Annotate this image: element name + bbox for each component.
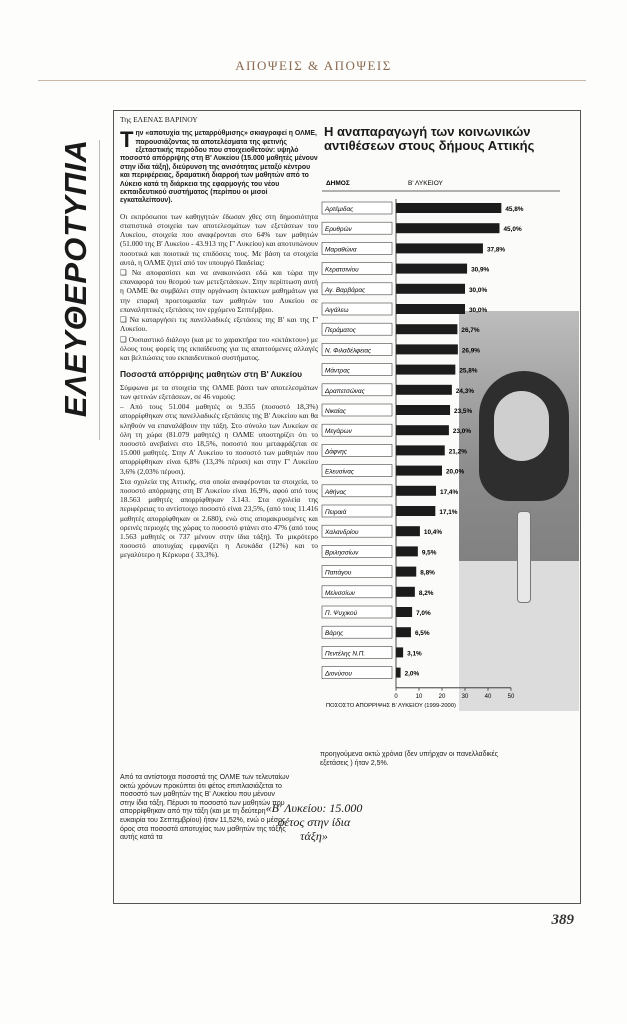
chart-data-label: 45,8% [505,206,524,213]
chart-bar [396,203,501,213]
chart-data-label: 17,1% [439,509,458,516]
chart-bar [396,425,449,435]
chart-data-label: 10,4% [423,529,443,537]
chart-data-label: 20,0% [446,468,465,476]
chart-x-tick-label: 50 [507,693,515,700]
publication-name [58,128,93,428]
bar-chart [320,173,570,753]
article-paragraph: Οι εκπρόσωποι των καθηγητών έδωσαν χθες στη δημοσιότητα στατιστικά στοιχεία των αποτελεσμάτων των εξετάσεων του Λυκείου, στοιχεία που αναφέρονται στο 64% των μαθητών (51.000 της Β' Λυκείου - 43.913 της Γ' Λυκείου) και αποτυπώνουν ποσοτικά και ποιοτικά τις επιδόσεις τους. Με βάση τα στοιχεία αυτά, η ΟΛΜΕ ζητεί από τον υπουργό Παιδείας: [120,211,318,267]
chart-bar [396,587,415,597]
chart-category-label: Π. Ψυχικού [325,610,358,617]
chart-bar [396,243,483,253]
chart-category-label: Χαλανδρίου [325,529,359,537]
article-column [120,115,318,561]
publication-name-text: ΕΛΕΥΘΕΡΟΤΥΠΙΑ [58,138,93,418]
chart-bar [396,284,465,294]
chart-bar [396,668,401,678]
chart-bar [396,506,435,516]
publication-rule [99,140,100,440]
chart-bar [396,264,467,274]
chart-data-label: 23,5% [454,408,473,415]
chart-data-label: 37,8% [486,246,506,254]
chart-category-label: Μελισσίων [325,589,355,597]
chart-category-label: Ν. Φιλαδέλφειας [325,347,372,355]
chart-x-tick-label: 40 [484,693,492,700]
chart-data-label: 26,7% [461,327,480,335]
chart-bar [396,344,458,354]
chart-bar [396,627,411,637]
article-subhead: Ποσοστά απόρριψης μαθητών στη Β' Λυκείου [120,369,303,380]
article-tail: προηγούμενα οκτώ χρόνια (δεν υπήρχαν οι πανελλαδικές εξετάσεις ) ήταν 2,5%. [320,751,499,767]
chart-bar [396,365,455,375]
chart-category-label: Μεγάρων [325,428,352,436]
chart-category-label: Αγ. Βαρβάρας [325,286,366,294]
chart-category-label: Δάφνης [325,448,347,456]
chart-category-label: Ερυθρών [325,226,352,234]
chart-bar [396,223,500,233]
chart-category-label: Παπάγου [325,569,352,577]
chart-category-label: Περάματος [325,327,356,335]
chart-category-label: Μάντρας [325,367,350,375]
chart-category-header: ΔΗΜΟΣ [326,180,350,187]
chart-data-label: 17,4% [440,488,459,496]
chart-x-axis-label: ΠΟΣΟΣΤΟ ΑΠΟΡΡΙΨΗΣ Β' ΛΥΚΕΙΟΥ (1999-2000) [326,702,456,709]
chart-data-label: 45,0% [503,226,522,234]
chart-bar [396,526,420,536]
chart-category-label: Βριλησσίων [325,549,359,557]
chart-data-label: 23,0% [452,428,472,436]
chart-data-label: 6,5% [414,630,430,638]
chart-series-header: Β' ΛΥΚΕΙΟΥ [408,180,443,187]
chart-data-label: 8,2% [418,589,434,597]
chart-data-label: 30,0% [469,286,488,294]
chart-bar [396,486,436,496]
article-paragraph: – Από τους 51.004 μαθητές οι 9.355 (ποσοστό 18,3%) απορρίφθηκαν στις πανελλαδικές εξετάσεις της Β' Λυκείου και θα κληθούν να επαναλάβουν την τάξη. Στο σύνολο των Λυκείων σε όλη τη χώρα (81.079 μαθητές) η ΟΛΜΕ υποστηρίζει ότι το ποσοστό ανεβαίνει στο 18,5%, ποσοστό που μεταφράζεται σε 15.000 μαθητές. Στην Α' Λυκείου το ποσοστό των μαθητών που απορρίφθηκαν είναι 6,8% (13,3% πέρυσι) και στην Γ' Λυκείου 3,6% (2,03% πέρυσι). [120,402,318,476]
chart-category-label: Αρτέμιδας [325,206,354,213]
chart-data-label: 7,0% [416,610,431,617]
chart-title: Η αναπαραγωγή των κοινωνικών αντιθέσεων στους δήμους Αττικής [324,124,535,153]
header-rule [38,80,586,81]
chart-data-label: 2,0% [404,670,420,678]
chart-x-tick-label: 10 [415,693,423,700]
chart-category-label: Κερατσινίου [325,266,359,274]
page-number: 389 [551,912,574,928]
chart-data-label: 26,9% [461,347,480,355]
chart-category-label: Νικαίας [325,408,346,415]
chart-category-label: Πειραιά [325,509,347,516]
article-continuation: Από τα αντίστοιχα ποσοστά της ΟΛΜΕ των τελευταίων οκτώ χρόνων προκύπτει ότι φέτος επιπλασιάζεται το ποσοστό των μαθητών της Β' Λυκείου που μένουν στην ίδια τάξη. Πέρυσι το ποσοστό των μαθητών που απορρίφθηκαν από την τάξη (και με τη δεύτερη ευκαιρία του Σεπτεμβρίου) ήταν 11,52%, ενώ ο μέσος όρος στα ποσοστά αποτυχίας των μαθητών της τάξης αυτής κατά τα [120,774,290,842]
chart-x-tick-label: 30 [461,693,469,700]
chart-data-label: 25,8% [459,367,478,375]
chart-data-label: 8,8% [420,569,435,577]
chart-category-label: Βάρης [325,630,344,638]
chart-bar [396,324,457,334]
chart-bar [396,405,450,415]
chart-bar [396,647,403,657]
article-paragraph: Στα σχολεία της Αττικής, στα οποία αναφέρονται τα στοιχεία, το ποσοστό απόρριψης στη Β' Λυκείου είναι 16,9%, αφού από τους 18.563 μαθητές απορρίφθηκαν 3.143. Στα σχολεία της περιφέρειας το αντίστοιχο ποσοστό είναι 23,5%, (από τους 11.416 μαθητές απορρίφθηκαν οι 2.680), ενώ στις απομακρυσμένες και ορεινές περιοχές της χώρας το ποσοστό φτάνει στο 47% (από τους 1.563 μαθητές οι 737 μένουν στην ίδια τάξη). Το μικρότερο ποσοστό αποτυχίας εμφανίζει η Λευκάδα (12%) και το μεγαλύτερο η Κέρκυρα ( 33,3%). [120,476,318,560]
chart-x-tick-label: 20 [438,693,446,700]
article-paragraph: ❑ Ουσιαστικό διάλογο (και με το χαρακτήρα του «εκτάκτου») με όλους τους φορείς της εκπαίδευσης για τις απαιτούμενες αλλαγές και βελτιώσεις του εκπαιδευτικού συστήματος. [120,334,318,362]
chart-category-label: Δραπετσώνας [325,387,365,395]
pull-quote: «Β' Λυκείου: 15.000 φέτος στην ίδια τάξη» [265,801,363,843]
newspaper-clipping [113,110,581,904]
chart-bar [396,466,442,476]
chart-bar [396,546,418,556]
running-head: ΑΠΟΨΕΙΣ & ΑΠΟΨΕΙΣ [235,58,392,73]
chart-data-label: 24,3% [455,387,475,395]
chart-x-tick-label: 0 [394,693,398,700]
chart-category-label: Διονύσου [325,670,352,678]
article-byline: Της ΕΛΕΝΑΣ ΒΑΡΙΝΟΥ [120,115,198,124]
article-lead [120,127,318,206]
drop-cap: Τ [120,127,134,153]
chart-category-label: Αιγάλεω [325,307,349,314]
chart-bar [396,567,416,577]
chart-category-label: Αθήνας [325,488,347,496]
article-paragraph: ❑ Να καταργήσει τις πανελλαδικές εξετάσεις της Β' και της Γ' Λυκείου. [120,315,318,334]
chart-bar [396,385,452,395]
chart-category-label: Μαραθώνα [325,246,357,254]
chart-bar [396,445,445,455]
article-paragraph: ❑ Να αποφασίσει και να ανακοινώσει εδώ και τώρα την επαναφορά του θεσμού των μετεξετάσεων. Στην περίπτωση αυτή η ΟΛΜΕ θα συμβάλει στην οργάνωση έκτακτων μαθημάτων για την επαρκή προετοιμασία των μαθητών του Λυκείου σε επαναληπτικές εξετάσεις τον ερχόμενο Σεπτέμβριο. [120,268,318,314]
chart-data-label: 30,0% [469,307,488,314]
chart-category-label: Πεντέλης Ν.Π. [325,650,366,658]
chart-data-label: 9,5% [421,549,437,557]
article-paragraph: Σύμφωνα με τα στοιχεία της ΟΛΜΕ βάσει των αποτελεσμάτων των φετινών εξετάσεων, σε 46 νομούς: [120,382,318,401]
chart-data-label: 3,1% [407,650,422,658]
chart-bar [396,607,412,617]
chart-bar [396,304,465,314]
article-lead-text: ην «αποτυχία της μεταρρύθμισης» σκιαγραφεί η ΟΛΜΕ, παρουσιάζοντας τα αποτελέσματα της φετινής εξεταστικής περιόδου που στοιχειοθετούν: υψηλό ποσοστό απόρριψης στη Β' Λυκείου (15.000 μαθητές μένουν στην ίδια τάξη), διεύρυνση της ανισότητας μεταξύ κέντρου και περιφέρειας, δραματική διαρροή των μαθητών από το Λύκειο κατά τη διάρκεια της εφαρμογής του νέου εκπαιδευτικού συστήματος (περίπου οι μισοί εγκαταλείπουν). [120,130,318,205]
chart-data-label: 30,9% [471,266,490,274]
chart-data-label: 21,2% [448,448,467,456]
chart-category-label: Ελευσίνας [325,468,354,476]
